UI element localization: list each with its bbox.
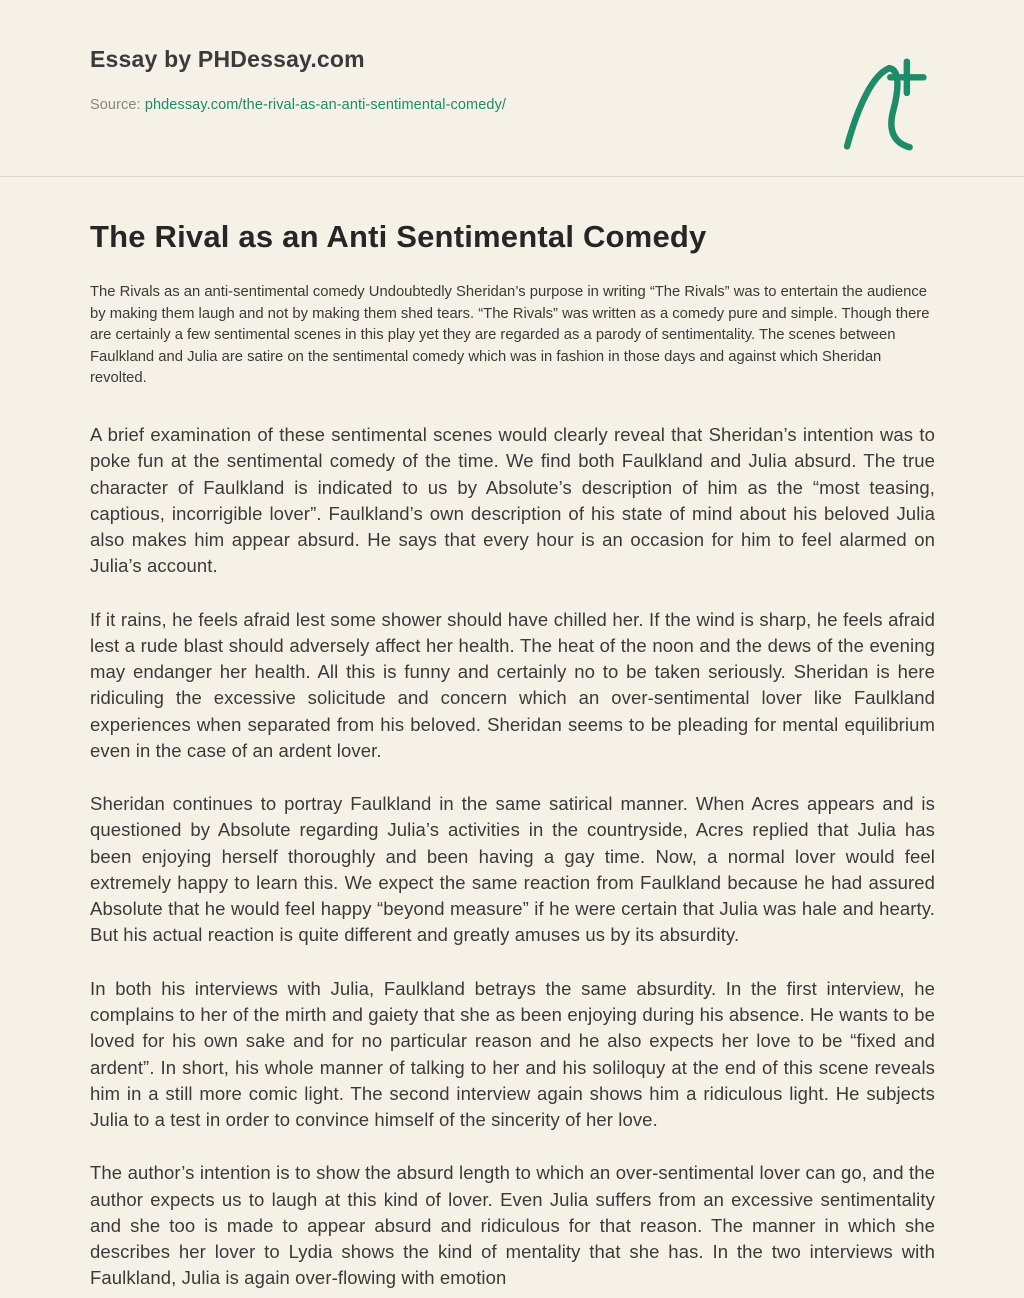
source-line [90, 97, 506, 113]
phdessay-a-plus-logo-icon [836, 54, 928, 154]
source-label: Source: [90, 97, 141, 113]
essay-paragraph: A brief examination of these sentimental scenes would clearly reveal that Sheridan’s intention was to poke fun at the sentimental comedy of the time. We find both Faulkland and Julia absurd. The true character of Faulkland is indicated to us by Absolute’s description of him as the “most teasing, captious, incorrigible lover”. Faulkland’s own description of his state of mind about his beloved Julia also makes him appear absurd. He says that every hour is an occasion for him to feel alarmed on Julia’s account. [90, 423, 935, 577]
source-link[interactable]: phdessay.com/the-rival-as-an-anti-sentimental-comedy/ [144, 97, 507, 113]
essay-paragraph: The author’s intention is to show the absurd length to which an over-sentimental lover can go, and the author expects us to laugh at this kind of lover. Even Julia suffers from an excessive sentimentality and she too is made to appear absurd and ridiculous for that reason. The manner in which she describes her lover to Lydia shows the kind of mentality that she has. In the two interviews with Faulkland, Julia is again over-flowing with emotion [90, 1162, 935, 1289]
page-header [0, 0, 1024, 154]
header-divider [0, 176, 1024, 177]
essay-paragraph: In both his interviews with Julia, Faulkland betrays the same absurdity. In the first interview, he complains to her of the mirth and gaiety that she as been enjoying during his absence. He wants to be loved for his own sake and for no particular reason and he also expects her love to be “fixed and ardent”. In short, his whole manner of talking to her and his soliloquy at the end of this scene reveals him in a still more comic light. The second interview again shows him a ridiculous light. He subjects Julia to a test in order to convince himself of the sincerity of her love. [90, 977, 935, 1131]
byline: Essay by PHDessay.com [90, 46, 365, 72]
essay-lead-paragraph: The Rivals as an anti-sentimental comedy Undoubtedly Sheridan’s purpose in writing “The Rivals” was to entertain the audience by making them laugh and not by making them shed tears. “The Rivals” was written as a comedy pure and simple. Though there are certainly a few sentimental scenes in this play yet they are regarded as a parody of sentimentality. The scenes between Faulkland and Julia are satire on the sentimental comedy which was in fashion in those days and against which Sheridan revolted. [90, 284, 930, 387]
header-text-block [90, 46, 506, 113]
essay-paragraph: If it rains, he feels afraid lest some shower should have chilled her. If the wind is sharp, he feels afraid lest a rude blast should adversely affect her health. The heat of the noon and the dews of the evening may endanger her health. All this is funny and certainly no to be taken seriously. Sheridan is here ridiculing the excessive solicitude and concern which an over-sentimental lover like Faulkland experiences when separated from his beloved. Sheridan seems to be pleading for mental equilibrium even in the case of an ardent lover. [90, 608, 935, 761]
essay-content [0, 219, 1024, 1292]
essay-title: The Rival as an Anti Sentimental Comedy [90, 219, 707, 254]
essay-paragraph: Sheridan continues to portray Faulkland in the same satirical manner. When Acres appears and is questioned by Absolute regarding Julia’s activities in the countryside, Acres replied that Julia has been enjoying herself thoroughly and been having a gay time. Now, a normal lover would feel extremely happy to learn this. We expect the same reaction from Faulkland because he had assured Absolute that he would feel happy “beyond measure” if he were certain that Julia was hale and hearty. But his actual reaction is quite different and greatly amuses us by its absurdity. [90, 793, 935, 946]
